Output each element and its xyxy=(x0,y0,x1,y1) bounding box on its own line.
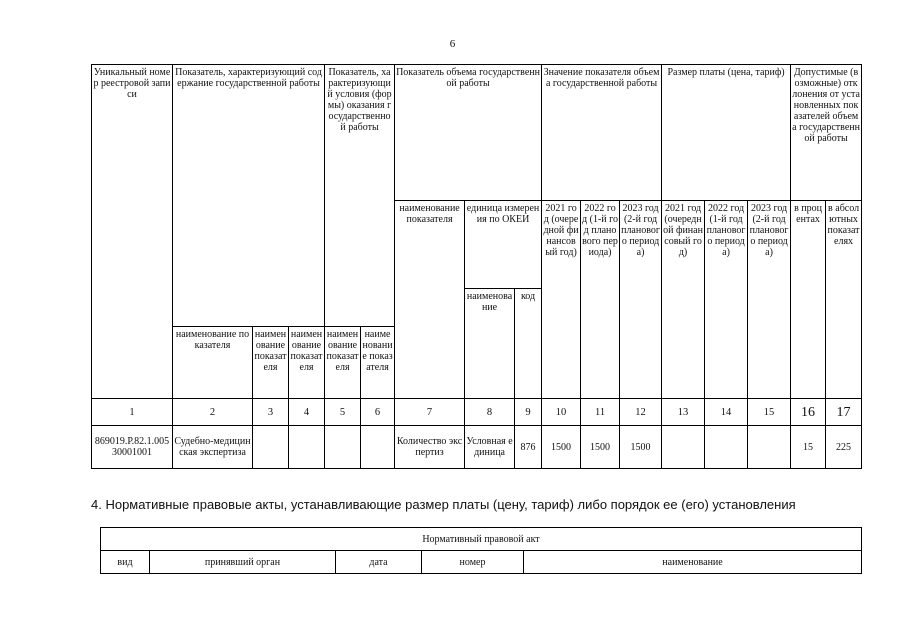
cell-volume-2021: 1500 xyxy=(542,426,581,469)
header-unique-number: Уникальный номер реестровой записи xyxy=(92,65,173,399)
cell-empty xyxy=(325,426,361,469)
page-number: 6 xyxy=(449,38,456,50)
column-number: 10 xyxy=(542,399,581,426)
cell-deviation-percent: 15 xyxy=(791,426,826,469)
column-number: 13 xyxy=(662,399,705,426)
column-number: 7 xyxy=(395,399,465,426)
legal-acts-col-title: наименование xyxy=(524,551,862,574)
column-number: 8 xyxy=(465,399,515,426)
cell-deviation-absolute: 225 xyxy=(826,426,862,469)
header-okei-unit: единица измерения по ОКЕИ xyxy=(465,201,542,289)
column-number: 15 xyxy=(748,399,791,426)
cell-volume-2023: 1500 xyxy=(620,426,662,469)
column-number: 17 xyxy=(826,399,862,426)
cell-volume-2022: 1500 xyxy=(581,426,620,469)
column-number: 4 xyxy=(289,399,325,426)
column-number: 9 xyxy=(515,399,542,426)
legal-acts-col-date: дата xyxy=(336,551,422,574)
column-number: 5 xyxy=(325,399,361,426)
header-content-sub1: наименование показателя xyxy=(173,327,253,399)
header-okei-name: наименование xyxy=(465,289,515,399)
header-content-sub2: наименование показателя xyxy=(253,327,289,399)
cell-fee-2022 xyxy=(705,426,748,469)
column-number: 6 xyxy=(361,399,395,426)
cell-indicator-name: Количество экспертиз xyxy=(395,426,465,469)
cell-registry-number: 869019.Р.82.1.00530001001 xyxy=(92,426,173,469)
column-number-row xyxy=(92,399,862,426)
column-number: 12 xyxy=(620,399,662,426)
header-fee-2021: 2021 год (очередной финансовый год) xyxy=(662,201,705,399)
cell-content-indicator: Судебно-медицинская экспертиза xyxy=(173,426,253,469)
header-cond-sub2: наименование показателя xyxy=(361,327,395,399)
header-fee: Размер платы (цена, тариф) xyxy=(662,65,791,201)
column-number: 11 xyxy=(581,399,620,426)
legal-acts-col-type: вид xyxy=(101,551,150,574)
cell-empty xyxy=(361,426,395,469)
header-content-indicator: Показатель, характеризующий содержание государственной работы xyxy=(173,65,325,327)
cell-fee-2021 xyxy=(662,426,705,469)
cell-empty xyxy=(289,426,325,469)
header-in-absolute: в абсолютных показателях xyxy=(826,201,862,399)
table-row xyxy=(92,426,862,469)
header-year-2021: 2021 год (очередной финансовый год) xyxy=(542,201,581,399)
header-fee-2023: 2023 год (2-й год планового периода) xyxy=(748,201,791,399)
header-content-sub3: наименование показателя xyxy=(289,327,325,399)
legal-acts-table xyxy=(100,527,862,574)
column-number: 14 xyxy=(705,399,748,426)
header-year-2023: 2023 год (2-й год планового периода) xyxy=(620,201,662,399)
column-number: 3 xyxy=(253,399,289,426)
legal-acts-col-number: номер xyxy=(422,551,524,574)
header-deviations: Допустимые (возможные) отклонения от установленных показателей объема государственной работы xyxy=(791,65,862,201)
cell-unit-code: 876 xyxy=(515,426,542,469)
cell-fee-2023 xyxy=(748,426,791,469)
header-volume-value: Значение показателя объема государственной работы xyxy=(542,65,662,201)
section-4-heading: 4. Нормативные правовые акты, устанавливающие размер платы (цену, тариф) либо порядок ее (его) установления xyxy=(91,497,796,512)
header-fee-2022: 2022 год (1-й год планового периода) xyxy=(705,201,748,399)
header-year-2022: 2022 год (1-й год планового периода) xyxy=(581,201,620,399)
column-number: 16 xyxy=(791,399,826,426)
header-conditions-indicator: Показатель, характеризующий условия (формы) оказания государственной работы xyxy=(325,65,395,327)
header-okei-code: код xyxy=(515,289,542,399)
legal-acts-caption: Нормативный правовой акт xyxy=(101,528,862,551)
column-number: 2 xyxy=(173,399,253,426)
header-indicator-name: наименование показателя xyxy=(395,201,465,399)
legal-acts-col-authority: принявший орган xyxy=(150,551,336,574)
state-work-volume-table xyxy=(91,64,862,469)
column-number: 1 xyxy=(92,399,173,426)
header-in-percent: в процентах xyxy=(791,201,826,399)
cell-empty xyxy=(253,426,289,469)
header-cond-sub1: наименование показателя xyxy=(325,327,361,399)
header-volume-indicator: Показатель объема государственной работы xyxy=(395,65,542,201)
cell-unit-name: Условная единица xyxy=(465,426,515,469)
